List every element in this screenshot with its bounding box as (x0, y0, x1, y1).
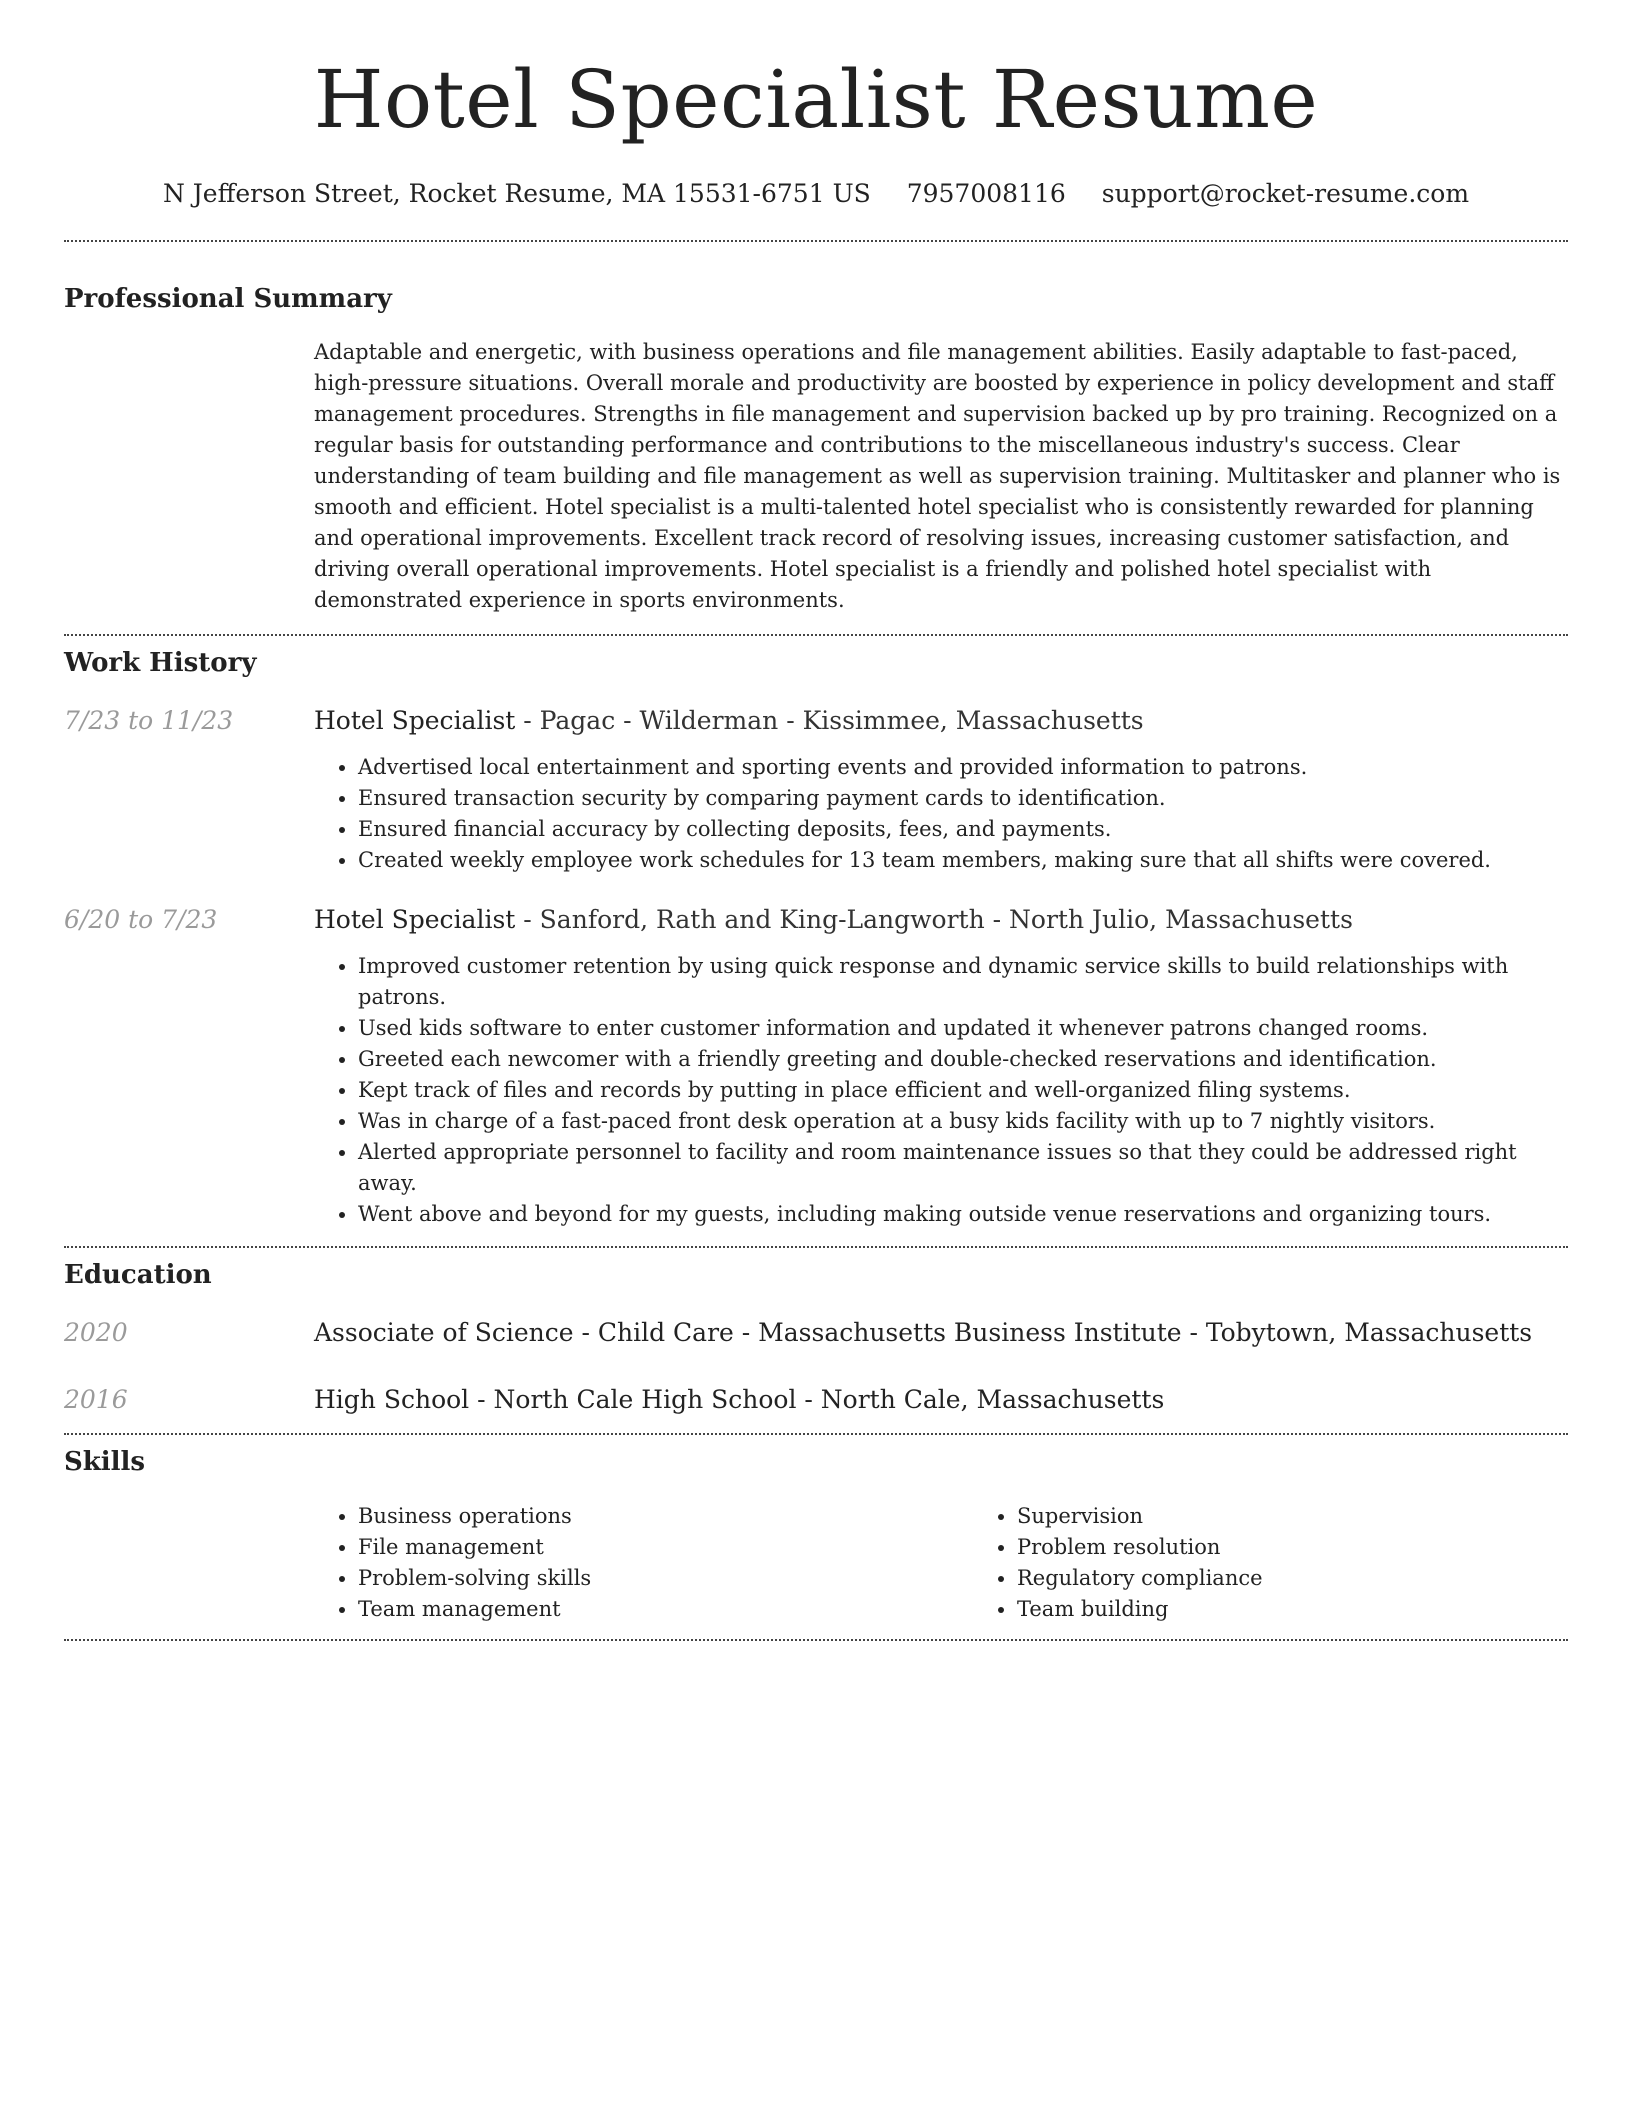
job-role: Hotel Specialist (314, 706, 516, 735)
list-item: • Alerted appropriate personnel to facility and room maintenance issues so that they could be addressed right away. (358, 1137, 1568, 1199)
education-heading (314, 1316, 1568, 1350)
list-item: • Was in charge of a fast-paced front desk operation at a busy kids facility with up to 7 nightly visitors. (358, 1106, 1568, 1137)
divider (64, 1246, 1568, 1248)
skills-grid (314, 1501, 1632, 1625)
education-details: - Massachusetts Business Institute - Tobytown, Massachusetts (733, 1318, 1533, 1347)
skill-item: • Team building (1017, 1594, 1632, 1625)
skill-item: • Problem resolution (1017, 1532, 1632, 1563)
job-dates: 7/23 to 11/23 (64, 706, 234, 735)
skill-item: • Problem-solving skills (358, 1563, 973, 1594)
job-heading (314, 704, 1568, 738)
job-details: - Pagac - Wilderman - Kissimmee, Massachusetts (515, 706, 1144, 735)
summary-text: Adaptable and energetic, with business operations and file management abilities. Easily adaptable to fast-paced, high-pressure situations. Overall morale and productivity are boosted by experience in policy development and staff management procedures. Strengths in file management and supervision backed up by pro training. Recognized on a regular basis for outstanding performance and contributions to the miscellaneous industry's success. Clear understanding of team building and file management as well as supervision training. Multitasker and planner who is smooth and efficient. Hotel specialist is a multi-talented hotel specialist who is consistently rewarded for planning and operational improvements. Excellent track record of resolving issues, increasing customer satisfaction, and driving overall operational improvements. Hotel specialist is a friendly and polished hotel specialist with demonstrated experience in sports environments. (314, 340, 1561, 612)
job-heading (314, 903, 1568, 937)
education-entry (64, 1316, 1568, 1350)
resume-title: Hotel Specialist Resume (313, 53, 1319, 146)
contact-email: support@rocket-resume.com (1101, 179, 1470, 208)
section-title-education: Education (64, 1260, 212, 1290)
divider (64, 1639, 1568, 1641)
education-entry (64, 1383, 1568, 1417)
job-entry (64, 903, 1568, 1230)
list-item: • Greeted each newcomer with a friendly greeting and double-checked reservations and identification. (358, 1044, 1568, 1075)
divider (64, 634, 1568, 636)
job-entry (64, 704, 1568, 876)
skills-row (64, 1501, 1568, 1625)
job-role: Hotel Specialist (314, 905, 516, 934)
job-body (314, 704, 1568, 876)
list-item: • Created weekly employee work schedules for 13 team members, making sure that all shifts were covered. (358, 845, 1568, 876)
skill-item: • Supervision (1017, 1501, 1632, 1532)
list-item: • Kept track of files and records by putting in place efficient and well-organized filing systems. (358, 1075, 1568, 1106)
job-bullets (314, 951, 1568, 1230)
job-bullets (314, 752, 1568, 876)
skill-item: • Team management (358, 1594, 973, 1625)
skill-item: • Regulatory compliance (1017, 1563, 1632, 1594)
skills-list-right (973, 1501, 1632, 1625)
job-details: - Sanford, Rath and King-Langworth - North Julio, Massachusetts (515, 905, 1353, 934)
education-heading (314, 1383, 1568, 1417)
summary-row (64, 337, 1568, 616)
job-body (314, 903, 1568, 1230)
education-degree: Associate of Science - Child Care (314, 1318, 734, 1347)
section-title-work-history: Work History (64, 648, 257, 678)
divider (64, 240, 1568, 242)
list-item: • Ensured transaction security by comparing payment cards to identification. (358, 783, 1568, 814)
contact-address: N Jefferson Street, Rocket Resume, MA 15531-6751 US (162, 179, 871, 208)
education-year: 2020 (64, 1318, 128, 1347)
divider (64, 1433, 1568, 1435)
list-item: • Ensured financial accuracy by collecting deposits, fees, and payments. (358, 814, 1568, 845)
list-item: • Went above and beyond for my guests, including making outside venue reservations and organizing tours. (358, 1199, 1568, 1230)
skill-item: • File management (358, 1532, 973, 1563)
section-title-summary: Professional Summary (64, 284, 392, 314)
job-dates: 6/20 to 7/23 (64, 905, 218, 934)
skills-list-left (314, 1501, 973, 1625)
contact-phone: 7957008116 (906, 179, 1066, 208)
education-details: - North Cale High School - North Cale, Massachusetts (469, 1385, 1165, 1414)
education-degree: High School (314, 1385, 470, 1414)
list-item: • Used kids software to enter customer information and updated it whenever patrons changed rooms. (358, 1013, 1568, 1044)
contact-line (64, 178, 1568, 210)
list-item: • Advertised local entertainment and sporting events and provided information to patrons. (358, 752, 1568, 783)
section-title-skills: Skills (64, 1447, 146, 1477)
education-year: 2016 (64, 1385, 128, 1414)
skill-item: • Business operations (358, 1501, 973, 1532)
list-item: • Improved customer retention by using quick response and dynamic service skills to build relationships with patrons. (358, 951, 1568, 1013)
resume-page (64, 0, 1568, 1641)
